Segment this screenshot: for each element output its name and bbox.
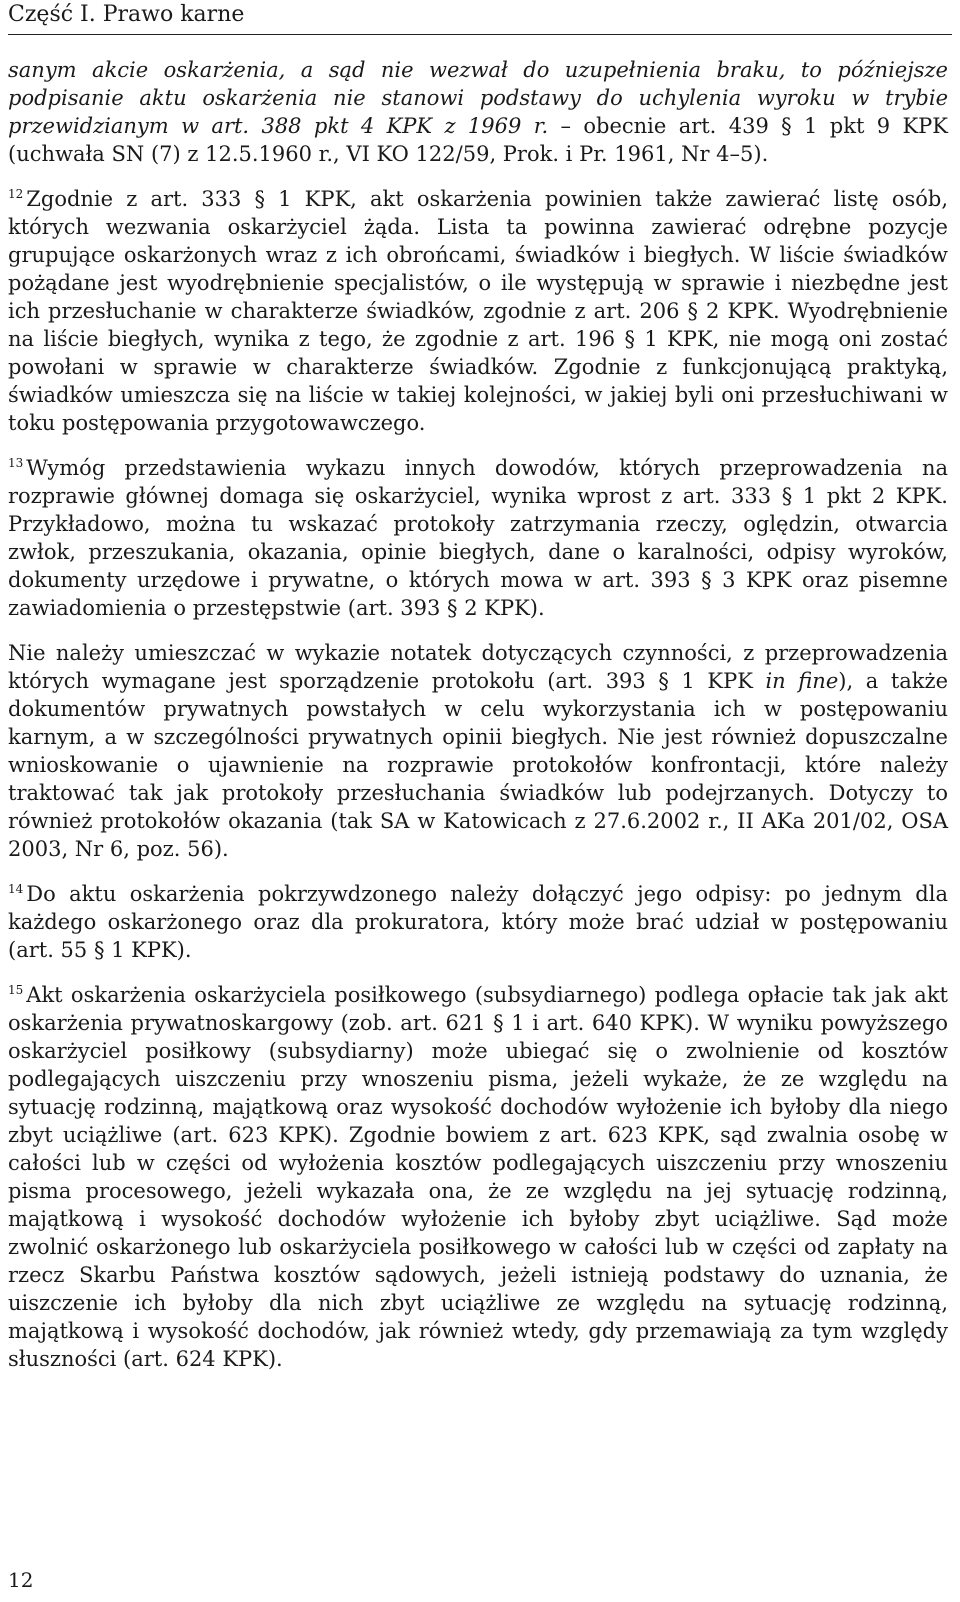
footnote-text: Zgodnie z art. 333 § 1 KPK, akt oskarżenia powinien także zawierać listę osób, których wezwania oskarżyciel żąda. Lista ta powinna zawierać odrębne pozycje grupujące oskarżonych wraz z ich obrońcami, świadków i biegłych. W liście świadków pożądane jest wyodrębnienie specjalistów, o ile występują w sprawie i niezbędne jest ich przesłuchanie w charakterze świadków, zgodnie z art. 206 § 2 KPK. Wyodrębnienie na liście biegłych, wynika z tego, że zgodnie z art. 196 § 1 KPK, nie mogą oni zostać powołani w sprawie w charakterze świadków. Zgodnie z funkcjonującą praktyką, świadków umieszcza się na liście w takiej kolejności, w jakiej byli oni przesłuchiwani w toku postępowania przygotowawczego. [8,187,948,435]
paragraph-italic-text: in fine [765,669,839,693]
paragraph-text: Nie należy umieszczać w wykazie notatek dotyczących czynności, z przeprowadzenia których wymagane jest sporządzenie protokołu (art. 393 § 1 KPK [8,641,948,693]
footnote-marker: 13 [8,456,24,470]
footnote-text: Wymóg przedstawienia wykazu innych dowodów, których przeprowadzenia na rozprawie głównej domaga się oskarżyciel, wynika wprost z art. 333 § 1 pkt 2 KPK. Przykładowo, można tu wskazać protokoły zatrzymania rzeczy, oględzin, otwarcia zwłok, przeszukania, okazania, opinie biegłych, dane o karalności, odpisy wyroków, dokumenty urzędowe i prywatne, o których mowa w art. 393 § 3 KPK oraz pisemne zawiadomienia o przestępstwie (art. 393 § 2 KPK). [8,456,948,620]
footnote-12 [8,185,948,437]
running-title: Część I. Prawo karne [8,2,245,27]
footnote-15 [8,981,948,1373]
footnote-13 [8,454,948,622]
footnote-marker: 12 [8,187,24,201]
footnote-13-continuation [8,639,948,863]
page-body [8,56,948,1390]
paragraph-text: ), a także dokumentów prywatnych powstałych w celu wykorzystania ich w postępowaniu karnym, a w szczególności prywatnych opinii biegłych. Nie jest również dopuszczalne wnioskowanie o ujawnienie na rozprawie protokołów konfrontacji, które należy traktować tak jak protokoły przesłuchania świadków lub podejrzanych. Dotyczy to również protokołów okazania (tak SA w Katowicach z 27.6.2002 r., II AKa 201/02, OSA 2003, Nr 6, poz. 56). [8,669,948,861]
paragraph-continuation [8,56,948,168]
paragraph-text: – obecnie art. 439 § 1 pkt 9 KPK (uchwała SN (7) z 12.5.1960 r., VI KO 122/59, Prok. i Pr. 1961, Nr 4–5). [8,114,948,166]
footnote-14 [8,880,948,964]
paragraph-italic-text: sanym akcie oskarżenia, a sąd nie wezwał do uzupełnienia braku, to późniejsze podpisanie aktu oskarżenia nie stanowi podstawy do uchylenia wyroku w trybie przewidzianym w art. 388 pkt 4 KPK z 1969 r. [8,58,948,138]
footnote-text: Akt oskarżenia oskarżyciela posiłkowego (subsydiarnego) podlega opłacie tak jak akt oskarżenia prywatnoskargowy (zob. art. 621 § 1 i art. 640 KPK). W wyniku powyższego oskarżyciel posiłkowy (subsydiarny) może ubiegać się o zwolnienie od kosztów podlegających uiszczeniu przy wnoszeniu pisma, jeżeli wykaże, że ze względu na sytuację rodzinną, majątkową oraz wysokość dochodów wyłożenie ich byłoby dla niego zbyt uciążliwe (art. 623 KPK). Zgodnie bowiem z art. 623 KPK, sąd zwalnia osobę w całości lub w części od wyłożenia kosztów podlegających uiszczeniu przy wnoszeniu pisma procesowego, jeżeli wykazała ona, że ze względu na jej sytuację rodzinną, majątkową i wysokość dochodów wyłożenie ich byłoby zbyt uciążliwe. Sąd może zwolnić oskarżonego lub oskarżyciela posiłkowego w całości lub w części od zapłaty na rzecz Skarbu Państwa kosztów sądowych, jeżeli istnieją podstawy do uznania, że uiszczenie ich byłoby dla nich zbyt uciążliwe ze względu na sytuację rodzinną, majątkową i wysokość dochodów, jak również wtedy, gdy przemawiają za tym względy słuszności (art. 624 KPK). [8,983,948,1371]
running-header [8,2,952,35]
footnote-text: Do aktu oskarżenia pokrzywdzonego należy dołączyć jego odpisy: po jednym dla każdego oskarżonego oraz dla prokuratora, który może brać udział w postępowaniu (art. 55 § 1 KPK). [8,882,948,962]
footnote-marker: 14 [8,882,24,896]
page-number: 12 [8,1568,34,1592]
footnote-marker: 15 [8,983,24,997]
